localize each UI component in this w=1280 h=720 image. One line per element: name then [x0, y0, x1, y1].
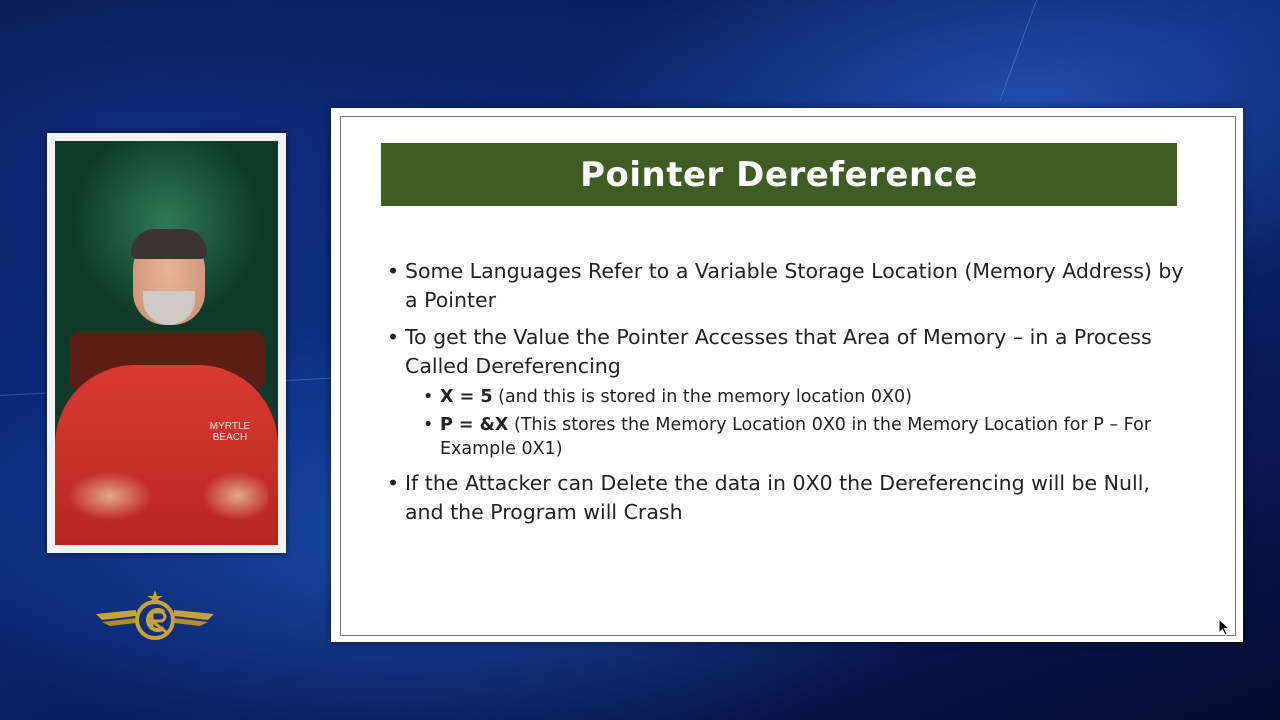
webcam-frame: [47, 133, 286, 553]
mouse-cursor-icon: [1218, 618, 1230, 636]
sub-bullet-item: [423, 385, 1187, 409]
bullet-item: [387, 469, 1187, 527]
bullet-text: To get the Value the Pointer Accesses that Area of Memory – in a Process Called Dereferencing: [405, 325, 1152, 378]
sub-bullet-item: [423, 413, 1187, 461]
webcam-video: [55, 141, 278, 545]
bullet-item: [387, 323, 1187, 461]
bullet-list: [387, 257, 1187, 535]
sub-bullet-code: X = 5: [440, 387, 493, 407]
slide-title: Pointer Dereference: [580, 154, 978, 195]
shirt-print: MYRTLE BEACH: [209, 421, 251, 443]
bullet-item: [387, 257, 1187, 315]
presenter-hands: [65, 461, 268, 531]
wings-logo-icon: [92, 588, 218, 642]
slide-content: [340, 116, 1236, 636]
slide: [331, 108, 1243, 642]
sub-bullet-list: [405, 385, 1187, 461]
sub-bullet-code: P = &X: [440, 415, 509, 435]
bullet-text: Some Languages Refer to a Variable Storage Location (Memory Address) by a Pointer: [405, 259, 1184, 312]
sub-bullet-text: (and this is stored in the memory location 0X0): [492, 387, 912, 407]
background-streak: [1000, 0, 1042, 101]
bullet-text: If the Attacker can Delete the data in 0X0 the Dereferencing will be Null, and the Program will Crash: [405, 471, 1150, 524]
slide-title-bar: [381, 143, 1177, 206]
presenter-hair: [131, 229, 207, 259]
sub-bullet-text: (This stores the Memory Location 0X0 in the Memory Location for P – For Example 0X1): [440, 415, 1152, 459]
